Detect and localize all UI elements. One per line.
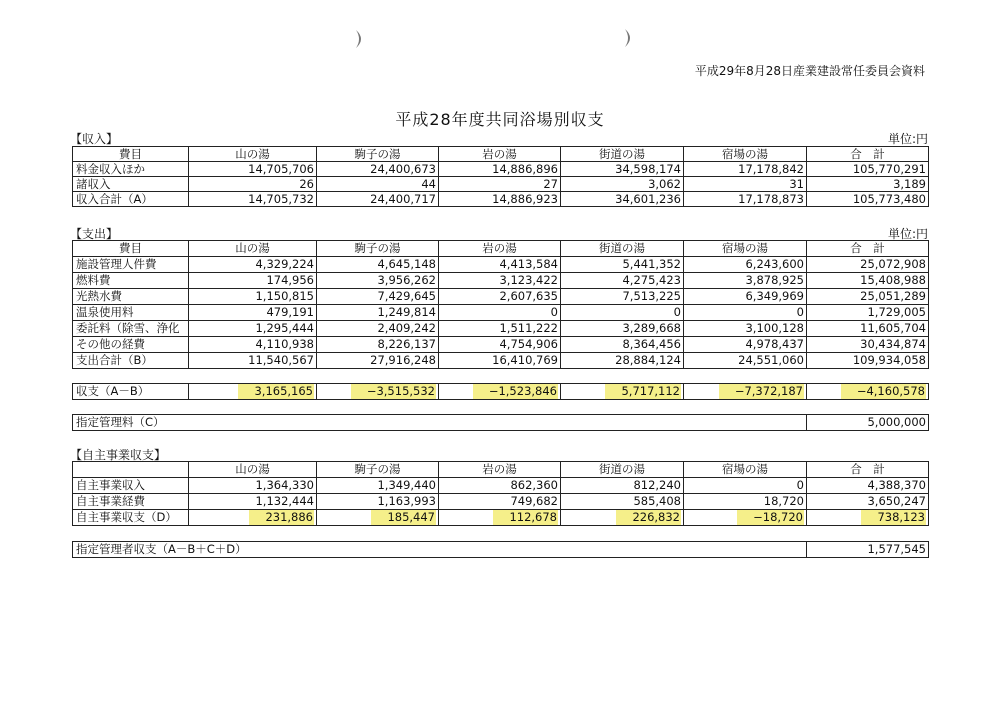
- header-cell-iwanoyu: 岩の湯: [439, 462, 561, 478]
- header-cell-yamanoyu: 山の湯: [189, 462, 317, 478]
- header-cell-total: 合 計: [807, 241, 929, 257]
- own-business-row-revenue: [73, 478, 929, 494]
- cell-kaidounoyu: 7,513,225: [561, 289, 684, 305]
- own-business-row-balance: [73, 510, 929, 526]
- highlighted-value: 226,832: [616, 510, 681, 526]
- cell-kaidounoyu: 8,364,456: [561, 337, 684, 353]
- cell-komakonoyu: [317, 510, 439, 526]
- header-cell-item: 費目: [73, 147, 189, 162]
- cell-kaidounoyu: [561, 384, 684, 400]
- cell-komakonoyu: 7,429,645: [317, 289, 439, 305]
- cell-shukubanoyu: 3,878,925: [684, 273, 807, 289]
- expense-table: [72, 240, 929, 369]
- section-label-income: 【収入】: [70, 132, 119, 146]
- expense-row-utilities: [73, 289, 929, 305]
- highlighted-value: −18,720: [737, 510, 804, 526]
- row-label: 指定管理料（C）: [73, 415, 807, 431]
- cell-komakonoyu: 2,409,242: [317, 321, 439, 337]
- highlighted-value: 231,886: [249, 510, 314, 526]
- page-title: 平成28年度共同浴場別収支: [395, 110, 605, 129]
- cell-yamanoyu: 14,705,706: [189, 162, 317, 177]
- cell-komakonoyu: 3,956,262: [317, 273, 439, 289]
- cell-iwanoyu: [439, 384, 561, 400]
- cell-komakonoyu: 8,226,137: [317, 337, 439, 353]
- highlighted-value: 112,678: [493, 510, 558, 526]
- unit-label-income: 単位:円: [887, 132, 928, 146]
- cell-yamanoyu: [189, 510, 317, 526]
- balance-table: [72, 383, 929, 400]
- punch-hole-mark-right: [621, 27, 637, 49]
- cell-yamanoyu: 26: [189, 177, 317, 192]
- cell-yamanoyu: 479,191: [189, 305, 317, 321]
- row-label: 指定管理者収支（A－B＋C＋D）: [73, 542, 807, 558]
- cell-total: 25,051,289: [807, 289, 929, 305]
- own-business-row-expense: [73, 494, 929, 510]
- section-label-own-business: 【自主事業収支】: [70, 448, 167, 462]
- header-cell-shukubanoyu: 宿場の湯: [684, 462, 807, 478]
- cell-shukubanoyu: [684, 384, 807, 400]
- highlighted-value: 185,447: [371, 510, 436, 526]
- cell-shukubanoyu: 24,551,060: [684, 353, 807, 369]
- cell-yamanoyu: 4,110,938: [189, 337, 317, 353]
- cell-iwanoyu: 4,754,906: [439, 337, 561, 353]
- expense-row-total: [73, 353, 929, 369]
- management-fee-row: [73, 415, 929, 431]
- balance-row: [73, 384, 929, 400]
- cell-kaidounoyu: 4,275,423: [561, 273, 684, 289]
- row-label: 自主事業収支（D）: [73, 510, 189, 526]
- cell-yamanoyu: 174,956: [189, 273, 317, 289]
- header-cell-yamanoyu: 山の湯: [189, 147, 317, 162]
- cell-kaidounoyu: 812,240: [561, 478, 684, 494]
- cell-iwanoyu: 14,886,896: [439, 162, 561, 177]
- header-cell-kaidounoyu: 街道の湯: [561, 241, 684, 257]
- cell-komakonoyu: 1,163,993: [317, 494, 439, 510]
- operator-balance-row: [73, 542, 929, 558]
- header-cell-komakonoyu: 駒子の湯: [317, 241, 439, 257]
- cell-shukubanoyu: 6,349,969: [684, 289, 807, 305]
- expense-row-outsourcing: [73, 321, 929, 337]
- cell-shukubanoyu: 3,100,128: [684, 321, 807, 337]
- highlighted-value: −3,515,532: [351, 384, 436, 400]
- header-cell-kaidounoyu: 街道の湯: [561, 462, 684, 478]
- cell-yamanoyu: 1,364,330: [189, 478, 317, 494]
- row-label: 自主事業収入: [73, 478, 189, 494]
- cell-total: 30,434,874: [807, 337, 929, 353]
- cell-kaidounoyu: 34,598,174: [561, 162, 684, 177]
- cell-komakonoyu: [317, 384, 439, 400]
- cell-shukubanoyu: 31: [684, 177, 807, 192]
- cell-kaidounoyu: 34,601,236: [561, 192, 684, 207]
- header-cell-kaidounoyu: 街道の湯: [561, 147, 684, 162]
- cell-iwanoyu: 16,410,769: [439, 353, 561, 369]
- highlighted-value: −7,372,187: [719, 384, 804, 400]
- header-cell-total: 合 計: [807, 147, 929, 162]
- cell-iwanoyu: 749,682: [439, 494, 561, 510]
- row-label: 料金収入ほか: [73, 162, 189, 177]
- header-cell-item: [73, 462, 189, 478]
- cell-kaidounoyu: [561, 510, 684, 526]
- table-header-row: [73, 241, 929, 257]
- row-label: その他の経費: [73, 337, 189, 353]
- cell-iwanoyu: 0: [439, 305, 561, 321]
- cell-total: 3,189: [807, 177, 929, 192]
- expense-row-other: [73, 337, 929, 353]
- row-label: 燃料費: [73, 273, 189, 289]
- cell-yamanoyu: 4,329,224: [189, 257, 317, 273]
- cell-komakonoyu: 24,400,717: [317, 192, 439, 207]
- meeting-note: 平成29年8月28日産業建設常任委員会資料: [694, 64, 925, 78]
- cell-komakonoyu: 44: [317, 177, 439, 192]
- cell-komakonoyu: 4,645,148: [317, 257, 439, 273]
- header-cell-shukubanoyu: 宿場の湯: [684, 241, 807, 257]
- cell-yamanoyu: 1,295,444: [189, 321, 317, 337]
- cell-kaidounoyu: 3,062: [561, 177, 684, 192]
- cell-shukubanoyu: 0: [684, 478, 807, 494]
- income-table: [72, 146, 929, 207]
- cell-shukubanoyu: 18,720: [684, 494, 807, 510]
- cell-iwanoyu: 4,413,584: [439, 257, 561, 273]
- income-row-fee-revenue: [73, 162, 929, 177]
- punch-hole-mark-left: [352, 28, 368, 50]
- row-label: 温泉使用料: [73, 305, 189, 321]
- cell-kaidounoyu: 5,441,352: [561, 257, 684, 273]
- cell-kaidounoyu: 3,289,668: [561, 321, 684, 337]
- cell-total: 3,650,247: [807, 494, 929, 510]
- cell-komakonoyu: 1,349,440: [317, 478, 439, 494]
- management-fee-table: [72, 414, 929, 431]
- cell-iwanoyu: 862,360: [439, 478, 561, 494]
- row-label: 自主事業経費: [73, 494, 189, 510]
- cell-total: [807, 384, 929, 400]
- row-label: 施設管理人件費: [73, 257, 189, 273]
- header-cell-iwanoyu: 岩の湯: [439, 147, 561, 162]
- cell-shukubanoyu: 6,243,600: [684, 257, 807, 273]
- cell-komakonoyu: 1,249,814: [317, 305, 439, 321]
- cell-yamanoyu: 1,150,815: [189, 289, 317, 305]
- cell-iwanoyu: 27: [439, 177, 561, 192]
- operator-balance-table: [72, 541, 929, 558]
- cell-iwanoyu: 2,607,635: [439, 289, 561, 305]
- cell-yamanoyu: 14,705,732: [189, 192, 317, 207]
- cell-yamanoyu: [189, 384, 317, 400]
- highlighted-value: 738,123: [861, 510, 926, 526]
- cell-shukubanoyu: 17,178,842: [684, 162, 807, 177]
- cell-komakonoyu: 27,916,248: [317, 353, 439, 369]
- cell-iwanoyu: 14,886,923: [439, 192, 561, 207]
- cell-kaidounoyu: 0: [561, 305, 684, 321]
- cell-shukubanoyu: 0: [684, 305, 807, 321]
- cell-total: 109,934,058: [807, 353, 929, 369]
- table-header-row: [73, 147, 929, 162]
- cell-total: 105,770,291: [807, 162, 929, 177]
- cell-kaidounoyu: 28,884,124: [561, 353, 684, 369]
- header-cell-yamanoyu: 山の湯: [189, 241, 317, 257]
- header-cell-total: 合 計: [807, 462, 929, 478]
- cell-total: 1,729,005: [807, 305, 929, 321]
- cell-iwanoyu: [439, 510, 561, 526]
- income-row-total: [73, 192, 929, 207]
- highlighted-value: 5,717,112: [605, 384, 681, 400]
- cell-total: 105,773,480: [807, 192, 929, 207]
- highlighted-value: −1,523,846: [473, 384, 558, 400]
- cell-total: 1,577,545: [807, 542, 929, 558]
- cell-yamanoyu: 1,132,444: [189, 494, 317, 510]
- header-cell-iwanoyu: 岩の湯: [439, 241, 561, 257]
- header-cell-shukubanoyu: 宿場の湯: [684, 147, 807, 162]
- cell-total: [807, 510, 929, 526]
- cell-iwanoyu: 3,123,422: [439, 273, 561, 289]
- expense-row-personnel: [73, 257, 929, 273]
- header-cell-komakonoyu: 駒子の湯: [317, 147, 439, 162]
- cell-total: 11,605,704: [807, 321, 929, 337]
- cell-iwanoyu: 1,511,222: [439, 321, 561, 337]
- row-label: 収支（A－B）: [73, 384, 189, 400]
- own-business-table: [72, 461, 929, 526]
- row-label: 諸収入: [73, 177, 189, 192]
- row-label: 支出合計（B）: [73, 353, 189, 369]
- cell-total: 4,388,370: [807, 478, 929, 494]
- unit-label-expense: 単位:円: [887, 227, 928, 241]
- cell-yamanoyu: 11,540,567: [189, 353, 317, 369]
- row-label: 光熱水費: [73, 289, 189, 305]
- cell-shukubanoyu: 4,978,437: [684, 337, 807, 353]
- cell-total: 25,072,908: [807, 257, 929, 273]
- expense-row-hot-spring-fee: [73, 305, 929, 321]
- row-label: 収入合計（A）: [73, 192, 189, 207]
- table-header-row: [73, 462, 929, 478]
- highlighted-value: 3,165,165: [238, 384, 314, 400]
- expense-row-fuel: [73, 273, 929, 289]
- cell-komakonoyu: 24,400,673: [317, 162, 439, 177]
- header-cell-komakonoyu: 駒子の湯: [317, 462, 439, 478]
- income-row-misc: [73, 177, 929, 192]
- cell-kaidounoyu: 585,408: [561, 494, 684, 510]
- highlighted-value: −4,160,578: [841, 384, 926, 400]
- cell-shukubanoyu: [684, 510, 807, 526]
- cell-shukubanoyu: 17,178,873: [684, 192, 807, 207]
- header-cell-item: 費目: [73, 241, 189, 257]
- cell-total: 5,000,000: [807, 415, 929, 431]
- row-label: 委託料（除雪、浄化: [73, 321, 189, 337]
- section-label-expense: 【支出】: [70, 227, 119, 241]
- cell-total: 15,408,988: [807, 273, 929, 289]
